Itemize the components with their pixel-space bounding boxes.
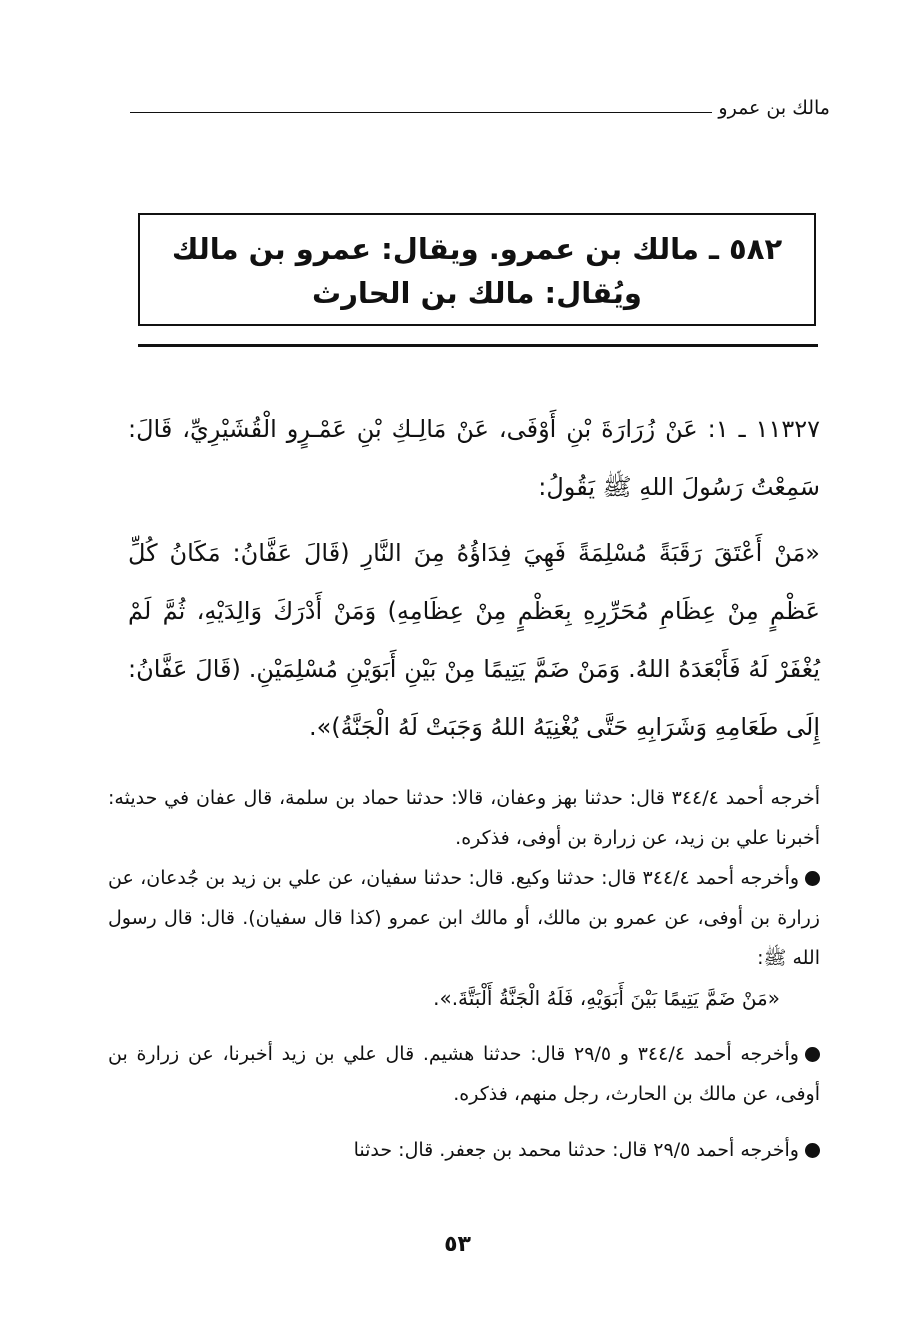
note-quote: «مَنْ ضَمَّ يَتِيمًا بَيْنَ أَبَوَيْهِ، فَلَهُ الْجَنَّةُ أَلْبَتَّةَ.». bbox=[433, 986, 780, 1010]
hadith-intro: ١١٣٢٧ ـ ١: عَنْ زُرَارَةَ بْنِ أَوْفَى، عَنْ مَالِـكِ بْنِ عَمْـرٍو الْقُشَيْرِيِّ، قَالَ: سَمِعْتُ رَسُولَ اللهِ ﷺ يَقُولُ: bbox=[128, 415, 820, 501]
chapter-title-line2: ويُقال: مالك بن الحارث bbox=[312, 276, 642, 310]
note-paragraph-4 bbox=[108, 1130, 820, 1170]
takhrij-notes bbox=[108, 778, 820, 1170]
bullet-icon bbox=[805, 1047, 820, 1062]
bullet-icon bbox=[805, 1143, 820, 1158]
chapter-title-box bbox=[138, 213, 816, 326]
note-paragraph-2 bbox=[108, 858, 820, 978]
chapter-title-line1: ٥٨٢ ـ مالك بن عمرو. ويقال: عمرو بن مالك bbox=[171, 232, 783, 266]
hadith-text: «مَنْ أَعْتَقَ رَقَبَةً مُسْلِمَةً فَهِيَ فِدَاؤُهُ مِنَ النَّارِ (قَالَ عَفَّانُ: مَكَانُ كُلِّ عَظْمٍ مِنْ عِظَامِ مُحَرِّرِهِ بِعَظْمٍ مِنْ عِظَامِهِ) وَمَنْ أَدْرَكَ وَالِدَيْهِ، ثُمَّ لَمْ يُغْفَرْ لَهُ فَأَبْعَدَهُ اللهُ. وَمَنْ ضَمَّ يَتِيمًا مِنْ بَيْنِ أَبَوَيْنِ مُسْلِمَيْنِ. (قَالَ عَفَّانُ: إِلَى طَعَامِهِ وَشَرَابِهِ حَتَّى يُغْنِيَهُ اللهُ وَجَبَتْ لَهُ الْجَنَّةُ)». bbox=[128, 539, 820, 741]
note-paragraph-3-text: وأخرجه أحمد ٣٤٤/٤ و ٢٩/٥ قال: حدثنا هشيم. قال علي بن زيد أخبرنا، عن زرارة بن أوفى، عن مالك بن الحارث، رجل منهم، فذكره. bbox=[108, 1043, 820, 1105]
hadith-block bbox=[128, 400, 820, 756]
running-head-title: مالك بن عمرو bbox=[718, 97, 830, 119]
note-paragraph-3 bbox=[108, 1034, 820, 1114]
running-head-rule bbox=[130, 112, 712, 113]
note-paragraph-1: أخرجه أحمد ٣٤٤/٤ قال: حدثنا بهز وعفان، قالا: حدثنا حماد بن سلمة، قال عفان في حديثه: أخبرنا علي بن زيد، عن زرارة بن أوفى، فذكره. bbox=[108, 787, 820, 849]
note-paragraph-4-text: وأخرجه أحمد ٢٩/٥ قال: حدثنا محمد بن جعفر. قال: حدثنا bbox=[353, 1139, 799, 1161]
page-number: ٥٣ bbox=[444, 1232, 471, 1257]
running-head bbox=[130, 88, 830, 118]
bullet-icon bbox=[805, 871, 820, 886]
title-underline bbox=[138, 344, 818, 347]
note-paragraph-2-text: وأخرجه أحمد ٣٤٤/٤ قال: حدثنا وكيع. قال: حدثنا سفيان، عن علي بن زيد بن جُدعان، عن زرارة بن أوفى، عن عمرو بن مالك، أو مالك ابن عمرو (كذا قال سفيان). قال: قال رسول الله ﷺ: bbox=[108, 867, 820, 969]
